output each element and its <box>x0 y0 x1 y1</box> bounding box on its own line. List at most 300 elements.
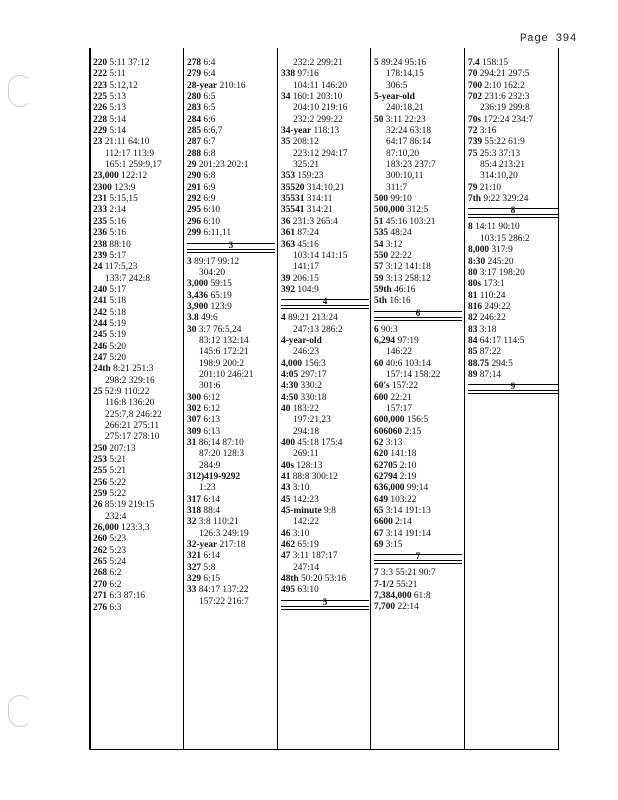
index-entry-continuation <box>281 415 369 426</box>
page-line-refs: 87:10,20 <box>386 148 420 159</box>
index-entry <box>468 137 558 148</box>
page-line-refs: 6:2 <box>109 579 122 590</box>
index-entry-continuation <box>374 370 462 381</box>
index-entry-continuation <box>281 325 369 336</box>
page-line-refs: 3:12 <box>385 239 403 250</box>
index-word: 240 <box>93 284 108 295</box>
index-entry <box>281 506 369 517</box>
index-word: 256 <box>93 477 108 488</box>
page-line-refs: 55:21 <box>396 579 418 590</box>
index-entry <box>187 393 275 404</box>
page-line-refs: 314:10,20 <box>480 171 518 182</box>
index-entry <box>187 438 275 449</box>
page-line-refs: 104:11 146:20 <box>293 80 348 91</box>
index-entry-continuation <box>187 347 275 358</box>
index-word: 292 <box>187 194 202 205</box>
page-line-refs: 118:13 <box>313 126 340 137</box>
page-line-refs: 210:16 <box>219 80 246 91</box>
index-entry <box>281 359 369 370</box>
page-line-refs: 90:3 <box>381 324 398 335</box>
page-line-refs: 3:10 <box>292 483 310 494</box>
index-entry <box>374 602 462 613</box>
page-line-refs: 50:20 53:16 <box>301 574 347 585</box>
index-entry-continuation <box>187 461 275 472</box>
index-entry <box>468 359 558 370</box>
index-entry <box>93 319 181 330</box>
index-word: 62794 <box>374 472 398 483</box>
page-line-refs: 2:10 <box>399 460 417 471</box>
index-entry <box>468 313 558 324</box>
page-line-refs: 5:16 <box>109 228 127 239</box>
page-line-refs: 232:2 299:22 <box>293 114 343 125</box>
index-entry-continuation <box>374 149 462 160</box>
page-line-refs: 6:8 <box>203 148 216 159</box>
index-entry <box>93 342 181 353</box>
index-entry <box>468 183 558 194</box>
index-entry <box>374 205 462 216</box>
index-word: 3,000 <box>187 279 209 290</box>
index-word: 296 <box>187 216 202 227</box>
page-line-refs: 6:5 <box>203 103 216 114</box>
index-entry <box>281 404 369 415</box>
index-entry-continuation <box>93 432 181 443</box>
index-word: 300 <box>187 392 202 403</box>
page-line-refs: 133:7 242:8 <box>105 273 151 284</box>
index-word: 59 <box>374 273 384 284</box>
page-line-refs: 86:14 87:10 <box>198 438 244 448</box>
index-entry <box>93 126 181 137</box>
index-entry-continuation <box>281 449 369 460</box>
index-entry-continuation <box>93 421 181 432</box>
index-entry <box>93 240 181 251</box>
index-word: 302 <box>187 403 202 414</box>
page-line-refs: 6:4 <box>203 58 216 68</box>
index-entry <box>468 245 558 256</box>
page-line-refs: 3:15 <box>385 540 403 551</box>
page-line-refs: 266:21 275:11 <box>105 421 160 431</box>
index-entry-continuation <box>187 359 275 370</box>
index-entry <box>93 228 181 239</box>
page-line-refs: 157:14 158:22 <box>386 369 441 380</box>
page-line-refs: 207:13 <box>109 443 136 454</box>
index-entry-continuation <box>93 512 181 523</box>
index-entry <box>281 483 369 494</box>
section-letter: 4 <box>322 297 328 308</box>
index-entry <box>374 228 462 239</box>
page-line-refs: 311:7 <box>386 182 408 193</box>
index-entry <box>374 393 462 404</box>
index-entry <box>468 69 558 80</box>
index-entry <box>187 58 275 69</box>
index-word: 5th <box>374 296 388 307</box>
page-line-refs: 5:22 <box>109 477 127 488</box>
index-entry <box>374 274 462 285</box>
index-word: 4:50 <box>281 392 299 403</box>
page-line-refs: 159:23 <box>297 171 324 182</box>
index-entry-continuation <box>281 115 369 126</box>
page-line-refs: 304:20 <box>199 267 226 278</box>
index-entry <box>93 251 181 262</box>
page-line-refs: 88:8 300:12 <box>292 472 338 483</box>
index-entry <box>93 455 181 466</box>
page-line-refs: 5:11 37:12 <box>109 58 150 68</box>
page-line-refs: 141:17 <box>293 262 320 273</box>
index-entry <box>468 257 558 268</box>
index-entry-continuation <box>468 234 558 245</box>
index-word: 225 <box>93 92 108 103</box>
index-entry <box>187 81 275 92</box>
index-word: 34-year <box>281 126 312 137</box>
index-entry <box>93 568 181 579</box>
index-entry <box>93 217 181 228</box>
page-line-refs: 232:4 <box>105 511 127 522</box>
index-entry <box>93 591 181 602</box>
page-line-refs: 3:3 55:21 90:7 <box>381 568 436 579</box>
page-line-refs: 204:10 219:16 <box>293 103 348 114</box>
index-entry <box>468 268 558 279</box>
index-entry <box>374 359 462 370</box>
index-word: 6,294 <box>374 335 396 346</box>
index-entry <box>281 370 369 381</box>
index-entry-continuation <box>281 347 369 358</box>
index-word: 290 <box>187 171 202 182</box>
page-line-refs: 208:12 <box>292 137 319 148</box>
index-word: 4:05 <box>281 369 299 380</box>
page-line-refs: 117:5,23 <box>104 262 138 273</box>
index-word: 67 <box>374 528 384 539</box>
page-line-refs: 5:20 <box>109 341 127 352</box>
page-line-refs: 21:11 64:10 <box>104 137 150 148</box>
index-entry-continuation <box>93 398 181 409</box>
index-word: 279 <box>187 69 202 80</box>
index-word: 283 <box>187 103 202 114</box>
index-entry <box>93 171 181 182</box>
index-word: 327 <box>187 562 202 573</box>
page-line-refs: 123:3,3 <box>121 523 150 534</box>
index-word: 270 <box>93 579 108 590</box>
index-word: 28-year <box>187 80 218 91</box>
index-word: 26 <box>93 500 103 511</box>
page-line-refs: 141:18 <box>390 449 417 460</box>
index-entry <box>93 285 181 296</box>
index-entry <box>187 171 275 182</box>
index-word: 48th <box>281 574 299 585</box>
index-word: 255 <box>93 466 108 477</box>
index-entry <box>281 69 369 80</box>
page-line-refs: 294:5 <box>491 358 513 369</box>
page-line-refs: 2:10 162:2 <box>484 80 525 91</box>
index-entry-continuation <box>468 171 558 182</box>
page-line-refs: 6:14 <box>203 494 221 505</box>
page-line-refs: 178:14,15 <box>386 69 424 80</box>
index-word: 32 <box>187 517 197 528</box>
index-word: 26,000 <box>93 523 119 534</box>
index-entry <box>374 591 462 602</box>
index-entry <box>93 58 181 69</box>
binder-hole-top <box>8 75 32 107</box>
page-line-refs: 103:22 <box>390 494 417 505</box>
page-line-refs: 123:9 <box>210 301 232 312</box>
index-word: 8,000 <box>468 245 490 256</box>
page-line-refs: 89:17 99:12 <box>194 256 240 267</box>
index-word: 8:30 <box>468 256 486 267</box>
index-word: 307 <box>187 415 202 426</box>
binder-hole-bottom <box>8 695 32 727</box>
index-word: 46 <box>281 528 291 539</box>
index-entry <box>187 563 275 574</box>
index-word: 81 <box>468 290 478 301</box>
index-entry <box>374 262 462 273</box>
index-word: 5-year-old <box>374 92 415 103</box>
index-entry <box>187 302 275 313</box>
index-entry-continuation <box>281 563 369 574</box>
index-word: 462 <box>281 540 296 551</box>
index-entry <box>93 308 181 319</box>
index-column-4 <box>374 58 462 614</box>
index-entry <box>187 126 275 137</box>
page-line-refs: 128:13 <box>296 460 323 471</box>
page-line-refs: 157:22 216:7 <box>199 596 249 607</box>
page-line-refs: 201:10 246:21 <box>199 369 254 380</box>
index-entry <box>187 228 275 239</box>
index-entry <box>281 438 369 449</box>
index-word: 65 <box>374 506 384 517</box>
index-word: 8 <box>468 222 473 233</box>
index-entry <box>187 115 275 126</box>
page-line-refs: 183:22 <box>292 403 319 414</box>
index-entry <box>187 183 275 194</box>
page-line-refs: 126:3 249:19 <box>199 528 249 539</box>
index-word: 265 <box>93 557 108 568</box>
index-column-5 <box>468 58 558 398</box>
section-letter: 6 <box>415 308 421 319</box>
index-entry <box>281 472 369 483</box>
index-word: 700 <box>468 80 483 91</box>
index-entry-continuation <box>374 69 462 80</box>
page-line-refs: 330:2 <box>300 381 322 392</box>
index-word: 7th <box>468 194 482 205</box>
index-entry-continuation <box>281 103 369 114</box>
page-line-refs: 269:11 <box>293 449 319 460</box>
index-entry <box>187 574 275 585</box>
index-entry <box>187 325 275 336</box>
page-line-refs: 5:18 <box>109 296 127 307</box>
page-line-refs: 246:23 <box>293 347 320 358</box>
index-entry-continuation <box>374 171 462 182</box>
index-entry <box>281 461 369 472</box>
page-line-refs: 6:10 <box>203 216 221 227</box>
index-entry <box>374 381 462 392</box>
section-header <box>374 554 462 564</box>
index-entry <box>187 103 275 114</box>
page-line-refs: 231:6 232:3 <box>484 92 530 103</box>
index-entry <box>468 302 558 313</box>
index-entry <box>187 137 275 148</box>
index-word: 278 <box>187 58 202 68</box>
index-entry <box>374 115 462 126</box>
index-entry <box>187 495 275 506</box>
index-word: 33 <box>187 585 197 596</box>
page-line-refs: 198:9 200:2 <box>199 358 245 369</box>
index-word: 23 <box>93 137 103 148</box>
index-entry-continuation <box>374 81 462 92</box>
index-entry-continuation <box>374 347 462 358</box>
page-line-refs: 6:6,7 <box>203 126 223 137</box>
index-word: 80 <box>468 267 478 278</box>
section-header <box>468 208 558 218</box>
index-word: 7.4 <box>468 58 480 68</box>
index-word: 43 <box>281 483 291 494</box>
index-entry-continuation <box>281 262 369 273</box>
index-word: 62 <box>374 438 384 448</box>
index-entry-continuation <box>187 336 275 347</box>
index-entry <box>93 183 181 194</box>
index-word: 35520 <box>281 182 305 193</box>
index-word: 29 <box>187 160 197 171</box>
page-line-refs: 3:14 191:13 <box>385 506 431 517</box>
page-line-refs: 103:14 141:15 <box>293 250 348 261</box>
page-line-refs: 146:22 <box>386 347 413 358</box>
page-line-refs: 247:13 286:2 <box>293 324 343 335</box>
index-word: 239 <box>93 250 108 261</box>
index-word: 7-1/2 <box>374 579 394 590</box>
index-entry <box>187 551 275 562</box>
index-word: 34 <box>281 92 291 103</box>
page-line-refs: 275:17 278:10 <box>105 432 160 443</box>
index-entry-continuation <box>93 274 181 285</box>
index-entry <box>187 194 275 205</box>
index-word: 62705 <box>374 460 398 471</box>
page-line-refs: 49:6 <box>201 313 218 324</box>
page-line-refs: 6:3 <box>109 602 122 613</box>
page-line-refs: 5:19 <box>109 318 127 329</box>
index-word: 250 <box>93 443 108 454</box>
index-word: 285 <box>187 126 202 137</box>
index-entry-continuation <box>281 160 369 171</box>
page-line-refs: 284:9 <box>199 460 221 471</box>
index-word: 363 <box>281 239 296 250</box>
page-line-refs: 5:14 <box>109 114 127 125</box>
index-word: 636,000 <box>374 483 405 494</box>
page-line-refs: 87:22 <box>479 347 502 358</box>
index-entry <box>468 149 558 160</box>
page-line-refs: 312:5 <box>406 205 429 216</box>
index-word: 40s <box>281 460 295 471</box>
index-word: 495 <box>281 585 296 596</box>
index-word: 47 <box>281 551 291 562</box>
index-entry <box>93 115 181 126</box>
index-word: 260 <box>93 534 108 545</box>
page-line-refs: 110:24 <box>479 290 506 301</box>
index-word: 30 <box>187 324 197 335</box>
page-line-refs: 157:22 <box>391 381 419 392</box>
page-line-refs: 22:22 <box>390 250 412 261</box>
index-entry <box>93 523 181 534</box>
index-word: 79 <box>468 182 478 193</box>
page-line-refs: 5:21 <box>109 466 127 477</box>
page-line-refs: 142:22 <box>293 517 320 528</box>
index-entry <box>374 92 462 103</box>
page-line-refs: 9:22 329:24 <box>483 194 529 205</box>
index-entry-continuation <box>187 597 275 608</box>
page-line-refs: 3:8 110:21 <box>198 517 239 528</box>
page-line-refs: 317:9 <box>491 245 513 256</box>
page-line-refs: 240:18,21 <box>386 103 424 114</box>
page-line-refs: 88:10 <box>109 239 131 250</box>
index-entry-continuation <box>468 103 558 114</box>
index-entry-continuation <box>187 370 275 381</box>
index-entry-continuation <box>281 58 369 69</box>
index-entry <box>93 546 181 557</box>
index-entry-continuation <box>187 483 275 494</box>
section-letter: 9 <box>510 382 516 393</box>
index-entry <box>468 81 558 92</box>
page-line-refs: 123:9 <box>114 182 136 193</box>
page-line-refs: 97:16 <box>297 69 319 80</box>
index-entry <box>468 279 558 290</box>
page-line-refs: 294:18 <box>293 426 320 437</box>
index-entry <box>468 347 558 358</box>
page-line-refs: 2:14 <box>395 517 412 528</box>
index-entry <box>93 478 181 489</box>
page-line-refs: 116:8 136:20 <box>105 398 155 409</box>
index-word: 392 <box>281 284 296 295</box>
page-line-refs: 89:24 95:16 <box>381 58 427 68</box>
index-column-2 <box>187 58 275 608</box>
page-line-refs: 206:15 <box>292 273 319 284</box>
page-line-refs: 5:20 <box>109 352 127 363</box>
index-entry <box>187 404 275 415</box>
index-entry <box>93 489 181 500</box>
index-word: 238 <box>93 239 108 250</box>
index-entry <box>281 551 369 562</box>
index-entry <box>281 183 369 194</box>
page-line-refs: 8:21 251:3 <box>113 364 154 375</box>
section-header <box>187 240 275 253</box>
page-line-refs: 5:21 <box>109 455 127 466</box>
index-entry <box>187 313 275 324</box>
index-entry-continuation <box>374 404 462 415</box>
section-letter: 5 <box>322 597 328 608</box>
index-word: 60 <box>374 358 384 369</box>
page-line-refs: 48:24 <box>390 228 412 239</box>
index-entry <box>374 240 462 251</box>
page-line-refs: 236:19 299:8 <box>480 103 530 114</box>
page-line-refs: 294:21 297:5 <box>479 69 530 80</box>
index-entry <box>374 483 462 494</box>
index-word: 70s <box>468 114 482 125</box>
page-line-refs: 61:8 <box>413 591 431 602</box>
index-entry <box>93 103 181 114</box>
index-word: 535 <box>374 228 389 239</box>
page-line-refs: 297:17 <box>300 369 327 380</box>
page-line-refs: 145:6 172:21 <box>199 347 249 358</box>
index-entry <box>187 291 275 302</box>
index-entry <box>93 353 181 364</box>
page-line-refs: 52:9 110:22 <box>104 386 150 397</box>
page-line-refs: 5:14 <box>109 126 127 137</box>
page-line-refs: 2:15 <box>404 426 422 437</box>
index-word: 45 <box>281 494 291 505</box>
index-entry <box>468 194 558 205</box>
index-entry <box>374 336 462 347</box>
index-word: 291 <box>187 182 202 193</box>
page-line-refs: 99:14 <box>406 483 429 494</box>
index-entry <box>187 257 275 268</box>
index-entry-continuation <box>93 160 181 171</box>
index-entry-continuation <box>374 126 462 137</box>
page-line-refs: 6:12 <box>203 403 221 414</box>
